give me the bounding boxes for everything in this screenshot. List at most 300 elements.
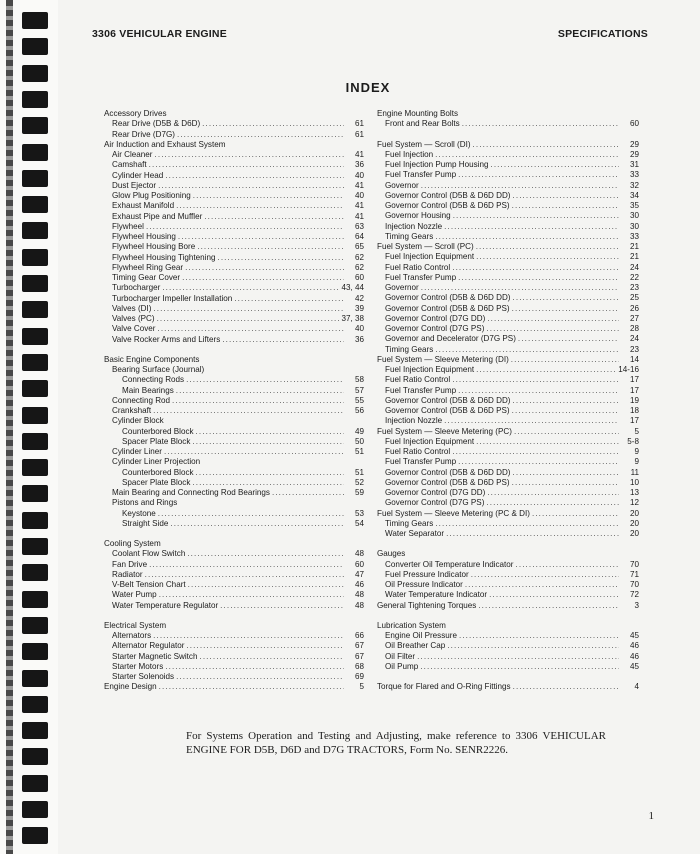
binding-hole — [22, 591, 48, 608]
leader-dots — [176, 201, 344, 211]
index-entry — [377, 201, 639, 211]
leader-dots — [452, 375, 619, 385]
leader-dots — [512, 406, 619, 416]
entry-label: Crankshaft — [112, 406, 152, 415]
index-entry — [104, 119, 364, 129]
leader-dots — [473, 140, 619, 150]
leader-dots — [487, 488, 619, 498]
index-entry — [104, 140, 364, 150]
index-entry — [377, 304, 639, 314]
entry-page: 36 — [354, 160, 364, 170]
spiral-binding — [0, 0, 58, 854]
entry-label: Starter Motors — [112, 661, 164, 671]
index-entry — [104, 406, 364, 416]
index-entry — [104, 304, 364, 314]
leader-dots — [476, 252, 619, 262]
entry-label: Governor Control (D5B & D6D PS) — [385, 303, 510, 313]
leader-dots — [202, 119, 344, 129]
leader-dots — [459, 631, 619, 641]
entry-page: 25 — [629, 293, 639, 303]
index-entry — [104, 447, 364, 457]
leader-dots — [453, 211, 619, 221]
index-entry — [377, 375, 639, 385]
entry-label: Fuel Injection Equipment — [385, 436, 475, 446]
index-entry — [377, 222, 639, 232]
leader-dots — [512, 304, 619, 314]
entry-page: 40 — [354, 191, 364, 200]
entry-page: 10 — [629, 477, 639, 487]
binding-hole — [22, 433, 48, 450]
leader-dots — [435, 519, 619, 529]
entry-page: 48 — [354, 549, 364, 559]
entry-page: 42 — [354, 293, 364, 303]
entry-label: Fuel Ratio Control — [385, 447, 451, 456]
entry-page: 34 — [629, 190, 639, 200]
index-entry — [104, 375, 364, 385]
index-entry — [377, 119, 639, 129]
entry-page: 41 — [354, 201, 364, 211]
index-entry — [377, 396, 639, 406]
leader-dots — [197, 242, 344, 252]
index-entry — [104, 314, 364, 324]
entry-label: Straight Side — [122, 518, 169, 528]
entry-page: 11 — [630, 467, 639, 477]
leader-dots — [458, 386, 619, 396]
binding-spine — [6, 0, 13, 854]
binding-hole — [22, 117, 48, 134]
leader-dots — [444, 222, 619, 232]
leader-dots — [153, 631, 344, 641]
entry-label: Radiator — [112, 569, 143, 579]
entry-label: Water Temperature Regulator — [112, 600, 219, 610]
index-entry — [104, 539, 364, 549]
entry-page: 48 — [354, 600, 364, 610]
binding-hole — [22, 643, 48, 660]
entry-label: Timing Gears — [385, 231, 434, 241]
binding-hole — [22, 564, 48, 581]
binding-hole — [22, 775, 48, 792]
entry-page: 29 — [629, 139, 639, 149]
entry-label: Pistons and Rings — [112, 498, 178, 508]
entry-label: Governor Control (D5B & D6D PS) — [385, 406, 510, 415]
entry-label: General Tightening Torques — [377, 600, 477, 610]
entry-label: Starter Solenoids — [112, 672, 175, 681]
entry-page: 27 — [629, 313, 639, 323]
entry-page: 40 — [354, 324, 364, 334]
leader-dots — [458, 457, 619, 467]
entry-page: 51 — [354, 467, 364, 477]
index-entry — [377, 641, 639, 651]
binding-hole — [22, 407, 48, 424]
entry-label: Exhaust Pipe and Muffler — [112, 211, 203, 221]
index-entry — [377, 580, 639, 590]
leader-dots — [452, 263, 619, 273]
entry-page: 5 — [634, 426, 639, 436]
index-entry — [104, 242, 364, 252]
entry-label: Governor Control (D5B & D6D DD) — [385, 293, 511, 303]
leader-dots — [157, 324, 344, 334]
leader-dots — [487, 314, 619, 324]
entry-label: Fuel Injection — [385, 149, 434, 159]
entry-label: Timing Gears — [385, 518, 434, 528]
binding-hole — [22, 512, 48, 529]
entry-label: Torque for Flared and O-Ring Fittings — [377, 682, 511, 691]
leader-dots — [187, 549, 344, 559]
index-entry — [104, 621, 364, 631]
leader-dots — [513, 468, 620, 478]
index-entry — [104, 171, 364, 181]
index-entry — [104, 253, 364, 263]
leader-dots — [159, 682, 344, 692]
index-entry — [104, 457, 364, 467]
entry-label: Oil Pressure Indicator — [385, 580, 463, 589]
entry-page: 64 — [354, 232, 364, 241]
index-entry — [104, 365, 364, 375]
index-entry — [377, 509, 639, 519]
entry-page: 60 — [629, 119, 639, 129]
leader-dots — [476, 437, 619, 447]
entry-page: 41 — [354, 180, 364, 190]
entry-page: 62 — [354, 262, 364, 272]
entry-label: Counterbored Block — [122, 426, 194, 436]
entry-label: Oil Filter — [385, 651, 416, 661]
entry-page: 46 — [629, 651, 639, 661]
entry-label: Fuel Transfer Pump — [385, 385, 457, 395]
entry-page: 24 — [629, 334, 639, 344]
entry-label: Governor Control (D7G PS) — [385, 324, 485, 333]
leader-dots — [421, 283, 619, 293]
entry-label: Cylinder Block — [112, 416, 164, 426]
entry-page: 21 — [629, 242, 639, 251]
entry-page: 70 — [629, 559, 639, 569]
entry-page: 66 — [354, 631, 364, 640]
binding-hole — [22, 670, 48, 687]
entry-label: Fuel Ratio Control — [385, 375, 451, 385]
entry-label: Exhaust Manifold — [112, 201, 175, 211]
index-entry — [104, 335, 364, 345]
entry-page: 28 — [629, 324, 639, 333]
entry-page: 21 — [629, 252, 639, 262]
entry-label: Spacer Plate Block — [122, 477, 191, 487]
entry-label: Fuel Injection Equipment — [385, 365, 475, 374]
index-entry — [377, 263, 639, 273]
leader-dots — [272, 488, 344, 498]
leader-dots — [516, 560, 619, 570]
binding-hole — [22, 485, 48, 502]
binding-hole — [22, 301, 48, 318]
index-entry — [377, 191, 639, 201]
index-entry — [377, 427, 639, 437]
index-entry — [104, 150, 364, 160]
leader-dots — [476, 242, 619, 252]
entry-label: Cylinder Head — [112, 170, 164, 180]
entry-label: Turbocharger Impeller Installation — [112, 293, 233, 303]
index-entry — [104, 672, 364, 682]
index-entry — [377, 314, 639, 324]
entry-label: Fuel Ratio Control — [385, 262, 451, 272]
entry-label: Connecting Rod — [112, 395, 171, 405]
index-entry — [377, 365, 639, 375]
leader-dots — [145, 570, 344, 580]
entry-page: 53 — [354, 508, 364, 518]
index-entry — [104, 427, 364, 437]
binding-hole — [22, 249, 48, 266]
entry-page: 40 — [354, 170, 364, 180]
entry-label: Flywheel Housing Bore — [112, 242, 196, 252]
entry-label: Oil Pump — [385, 661, 419, 671]
index-entry — [377, 242, 639, 252]
entry-label: Alternators — [112, 631, 152, 640]
leader-dots — [158, 181, 344, 191]
leader-dots — [186, 641, 344, 651]
index-entry — [377, 498, 639, 508]
binding-hole — [22, 459, 48, 476]
index-entry — [377, 406, 639, 416]
entry-label: Timing Gear Cover — [112, 273, 181, 282]
index-entry — [377, 109, 639, 119]
entry-page: 68 — [354, 661, 364, 671]
index-entry — [104, 570, 364, 580]
entry-page: 20 — [629, 508, 639, 518]
index-entry — [377, 211, 639, 221]
entry-page: 60 — [354, 273, 364, 282]
index-entry — [377, 345, 639, 355]
entry-page: 33 — [629, 231, 639, 241]
entry-page: 58 — [354, 375, 364, 385]
leader-dots — [170, 519, 344, 529]
entry-page: 14-16 — [618, 365, 639, 374]
leader-dots — [490, 160, 619, 170]
index-entry — [377, 682, 639, 692]
entry-page: 45 — [629, 631, 639, 640]
leader-dots — [486, 498, 619, 508]
leader-dots — [172, 396, 344, 406]
entry-label: Engine Design — [104, 682, 157, 692]
entry-page: 67 — [354, 651, 364, 661]
entry-page: 23 — [629, 283, 639, 292]
entry-label: Governor Control (D7G DD) — [385, 488, 486, 497]
leader-dots — [444, 416, 619, 426]
index-entry — [104, 549, 364, 559]
binding-hole — [22, 801, 48, 818]
entry-label: Spacer Plate Block — [122, 436, 191, 446]
entry-label: Counterbored Block — [122, 467, 194, 477]
index-entry — [377, 447, 639, 457]
entry-page: 48 — [354, 590, 364, 600]
index-entry — [377, 170, 639, 180]
entry-page: 55 — [354, 395, 364, 405]
leader-dots — [435, 345, 619, 355]
binding-hole — [22, 748, 48, 765]
entry-label: Starter Magnetic Switch — [112, 651, 198, 661]
entry-page: 30 — [629, 221, 639, 231]
leader-dots — [447, 641, 619, 651]
index-entry — [377, 232, 639, 242]
entry-label: Rear Drive (D7G) — [112, 129, 175, 139]
index-entry — [377, 457, 639, 467]
index-entry — [377, 662, 639, 672]
entry-page: 32 — [629, 180, 639, 190]
leader-dots — [176, 672, 344, 682]
index-entry — [377, 160, 639, 170]
entry-label: Fuel System — Scroll (DI) — [377, 139, 471, 149]
entry-label: Keystone — [122, 508, 156, 518]
index-entry — [104, 212, 364, 222]
index-entry — [104, 355, 364, 365]
index-entry — [104, 488, 364, 498]
index-left-column — [104, 109, 364, 693]
entry-label: Camshaft — [112, 160, 147, 170]
entry-label: Governor Control (D7G PS) — [385, 498, 485, 508]
leader-dots — [222, 335, 344, 345]
entry-page: 52 — [354, 477, 364, 487]
leader-dots — [158, 509, 344, 519]
entry-label: Air Induction and Exhaust System — [104, 139, 226, 149]
entry-page: 56 — [354, 406, 364, 415]
binding-hole — [22, 275, 48, 292]
index-entry — [104, 273, 364, 283]
index-entry — [104, 662, 364, 672]
leader-dots — [149, 560, 344, 570]
index-entry — [377, 519, 639, 529]
section-title: SPECIFICATIONS — [557, 28, 648, 40]
entry-page: 41 — [354, 211, 364, 221]
index-entry — [377, 488, 639, 498]
page-number: 1 — [648, 810, 654, 822]
index-entry — [104, 201, 364, 211]
entry-label: Coolant Flow Switch — [112, 549, 186, 559]
entry-page: 3 — [634, 600, 639, 610]
leader-dots — [153, 304, 344, 314]
leader-dots — [458, 273, 619, 283]
entry-label: Converter Oil Temperature Indicator — [385, 559, 514, 569]
entry-label: Glow Plug Positioning — [112, 191, 191, 200]
entry-label: Timing Gears — [385, 344, 434, 354]
leader-dots — [159, 590, 344, 600]
binding-hole — [22, 196, 48, 213]
entry-label: Valves (DI) — [112, 303, 152, 313]
entry-label: Electrical System — [104, 620, 167, 630]
binding-hole — [22, 617, 48, 634]
entry-label: Gauges — [377, 549, 406, 559]
entry-label: Fuel System — Scroll (PC) — [377, 242, 474, 251]
entry-page: 43, 44 — [341, 283, 364, 293]
entry-page: 4 — [634, 682, 639, 691]
entry-label: Fan Drive — [112, 559, 148, 569]
leader-dots — [162, 283, 339, 293]
leader-dots — [513, 191, 620, 201]
entry-page: 18 — [629, 406, 639, 415]
leader-dots — [192, 437, 344, 447]
entry-label: V-Belt Tension Chart — [112, 580, 186, 589]
index-entry — [377, 652, 639, 662]
index-entry — [104, 386, 364, 396]
index-entry — [377, 468, 639, 478]
entry-page: 13 — [629, 488, 639, 497]
entry-label: Fuel Transfer Pump — [385, 170, 457, 180]
entry-label: Fuel Transfer Pump — [385, 457, 457, 467]
entry-label: Governor Control (D5B & D6D DD) — [385, 395, 511, 405]
index-entry — [104, 631, 364, 641]
leader-dots — [532, 509, 619, 519]
entry-page: 9 — [634, 457, 639, 467]
index-entry — [104, 181, 364, 191]
leader-dots — [157, 314, 340, 324]
entry-label: Fuel Injection Equipment — [385, 252, 475, 262]
leader-dots — [153, 406, 344, 416]
entry-label: Governor Control (D5B & D6D PS) — [385, 477, 510, 487]
entry-label: Cooling System — [104, 539, 161, 548]
index-entry — [377, 416, 639, 426]
leader-dots — [513, 682, 619, 692]
leader-dots — [421, 181, 619, 191]
entry-label: Engine Mounting Bolts — [377, 109, 458, 118]
index-heading: INDEX — [345, 80, 391, 95]
leader-dots — [486, 324, 619, 334]
leader-dots — [435, 232, 619, 242]
index-entry — [104, 324, 364, 334]
entry-label: Flywheel Housing Tightening — [112, 252, 216, 262]
entry-page: 47 — [354, 569, 364, 579]
index-entry — [104, 437, 364, 447]
binding-hole — [22, 827, 48, 844]
entry-label: Front and Rear Bolts — [385, 119, 460, 129]
entry-page: 61 — [354, 119, 364, 129]
entry-page: 67 — [354, 641, 364, 651]
index-entry — [377, 601, 639, 611]
index-entry — [377, 386, 639, 396]
index-entry — [104, 519, 364, 529]
leader-dots — [177, 130, 344, 140]
binding-hole — [22, 328, 48, 345]
entry-page: 19 — [629, 395, 639, 405]
entry-page: 37, 38 — [341, 314, 364, 323]
binding-hole — [22, 538, 48, 555]
entry-label: Injection Nozzle — [385, 416, 443, 426]
leader-dots — [188, 580, 344, 590]
index-entry — [104, 222, 364, 232]
entry-label: Oil Breather Cap — [385, 641, 446, 651]
entry-label: Air Cleaner — [112, 150, 153, 159]
leader-dots — [420, 662, 619, 672]
binding-hole — [22, 354, 48, 371]
entry-label: Basic Engine Components — [104, 354, 200, 364]
entry-label: Fuel Pressure Indicator — [385, 569, 469, 579]
leader-dots — [417, 652, 619, 662]
leader-dots — [446, 529, 619, 539]
leader-dots — [178, 232, 344, 242]
leader-dots — [478, 601, 619, 611]
entry-page: 65 — [354, 242, 364, 252]
entry-page: 49 — [354, 426, 364, 436]
leader-dots — [458, 170, 619, 180]
leader-dots — [489, 590, 619, 600]
index-entry — [104, 109, 364, 119]
entry-label: Governor and Decelerator (D7G PS) — [385, 334, 516, 344]
entry-label: Governor Control (D5B & D6D PS) — [385, 201, 510, 210]
leader-dots — [217, 253, 344, 263]
index-entry — [104, 232, 364, 242]
leader-dots — [512, 478, 619, 488]
entry-page: 22 — [629, 272, 639, 282]
entry-label: Fuel System — Sleeve Metering (PC) — [377, 426, 512, 436]
index-entry — [377, 549, 639, 559]
entry-label: Cylinder Liner — [112, 447, 162, 456]
entry-label: Cylinder Liner Projection — [112, 457, 201, 467]
index-right-column — [377, 109, 639, 692]
leader-dots — [511, 355, 619, 365]
entry-label: Accessory Drives — [104, 109, 167, 118]
